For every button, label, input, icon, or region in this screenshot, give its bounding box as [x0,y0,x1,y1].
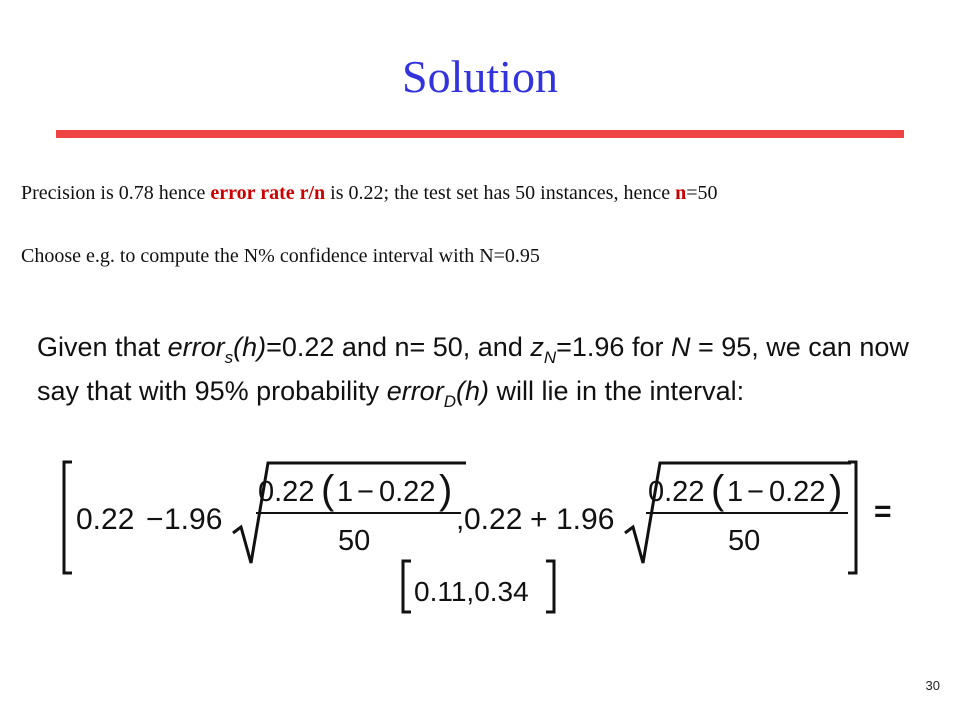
precision-text-a: Precision is 0.78 hence [21,182,211,204]
open-paren: ( [711,468,725,512]
close-paren: ) [829,468,843,512]
error-subscript: D [443,392,456,411]
error-symbol: error [386,376,444,406]
explanation-paragraph [37,327,937,415]
numerator-value: 0.22 [258,476,315,508]
open-paren: ( [321,468,335,512]
numerator-one: 1 [337,476,354,508]
numerator-minus: − [357,476,374,508]
z-value: 1.96 [164,503,223,536]
equals-sign: = [874,495,892,528]
confidence-interval-formula [56,455,906,625]
numerator-minus: − [747,476,764,508]
z-value: 1.96 [556,503,615,536]
error-symbol: error [167,332,225,362]
para-text: Given that [37,332,168,362]
para-text: =0.22 and n= 50, and [266,332,531,362]
plus-sign: + [530,503,548,536]
z-subscript: N [543,348,557,367]
numerator-value: 0.22 [769,476,826,508]
title-underline [56,130,904,138]
denominator: 50 [728,525,761,557]
h-symbol: (h) [233,332,267,362]
n-highlight: n [675,182,687,204]
n-symbol: N [670,332,691,362]
left-bracket [64,462,72,573]
center-value: 0.22 [464,503,523,536]
slide-title: Solution [402,51,558,102]
numerator-value: 0.22 [379,476,436,508]
result-right-bracket [546,561,554,612]
error-subscript: s [224,348,234,367]
numerator-value: 0.22 [648,476,705,508]
precision-text-c: is 0.22; the test set has 50 instances, hence [325,182,676,204]
precision-text-e: =50 [686,182,718,204]
right-bracket [848,462,856,573]
result-interval: 0.11,0.34 [414,576,529,607]
h-symbol: (h) [455,376,489,406]
para-text: =1.96 for [556,332,671,362]
error-rate-highlight: error rate r/n [210,182,326,204]
precision-line [21,182,718,205]
minus-sign: − [146,503,164,536]
page-number: 30 [925,678,940,693]
confidence-line: Choose e.g. to compute the N% confidence interval with N=0.95 [21,245,540,267]
numerator-one: 1 [727,476,744,508]
result-left-bracket [403,561,411,612]
center-value: 0.22 [76,503,135,536]
z-symbol: z [530,332,544,362]
para-text: = 95, we can now say that with 95% probability [37,332,909,406]
close-paren: ) [439,468,453,512]
denominator: 50 [338,525,371,557]
comma: , [456,503,465,536]
para-text: will lie in the interval: [488,376,745,406]
